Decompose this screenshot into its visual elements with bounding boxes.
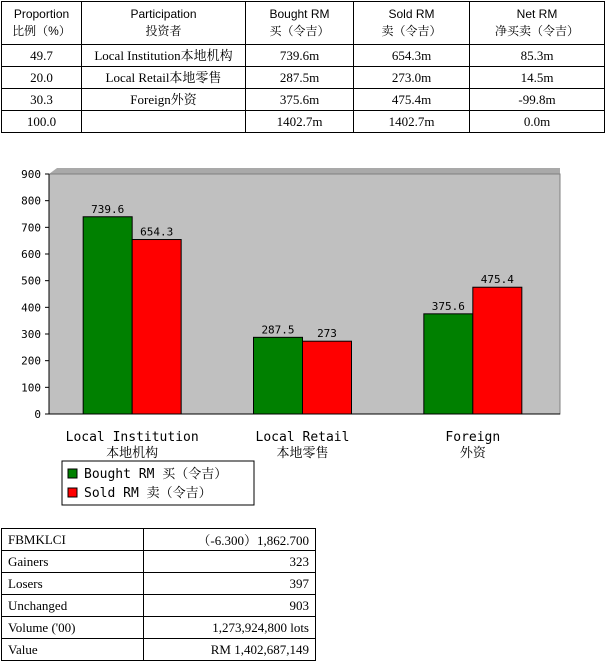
cell-bought: 1402.7m — [246, 111, 354, 133]
cell-participation: Local Institution本地机构 — [82, 45, 246, 67]
header-net: Net RM 净买卖（令吉） — [470, 2, 605, 45]
table-row — [2, 573, 316, 595]
x-tick-label: Foreign — [445, 430, 501, 445]
table-row-total — [2, 111, 605, 133]
row-label: Value — [2, 639, 144, 661]
y-tick-label: 700 — [21, 221, 41, 235]
cell-sold: 1402.7m — [354, 111, 470, 133]
y-axis — [21, 168, 49, 421]
x-tick-label-cn: 本地机构 — [106, 446, 159, 461]
y-tick-label: 200 — [21, 354, 41, 368]
table-row — [2, 529, 316, 551]
market-summary-table — [1, 528, 316, 661]
legend — [62, 461, 254, 505]
y-tick-label: 600 — [21, 248, 41, 261]
cell-bought: 375.6m — [246, 89, 354, 111]
header-participation: Participation 投资者 — [82, 2, 246, 45]
cell-net: 14.5m — [470, 67, 605, 89]
row-value: 323 — [144, 551, 316, 573]
bar-data-label: 273 — [317, 327, 337, 341]
bar — [83, 217, 132, 414]
cell-sold: 475.4m — [354, 89, 470, 111]
x-tick-label: Local Institution — [65, 430, 199, 445]
cell-participation: Foreign外资 — [82, 89, 246, 111]
legend-entry: Sold RM 卖（令吉） — [84, 486, 212, 501]
cell-net: 0.0m — [470, 111, 605, 133]
table-row — [2, 595, 316, 617]
bar — [473, 287, 522, 414]
y-tick-label: 900 — [21, 168, 41, 181]
row-value: 397 — [144, 573, 316, 595]
y-tick-label: 100 — [21, 381, 41, 395]
bar-data-label: 375.6 — [431, 299, 465, 313]
bar — [254, 337, 303, 414]
header-sold: Sold RM 卖（令吉） — [354, 2, 470, 45]
participation-header-row — [2, 2, 605, 45]
cell-sold: 273.0m — [354, 67, 470, 89]
table-row — [2, 617, 316, 639]
x-tick-label: Local Retail — [255, 430, 350, 445]
bar-data-label: 475.4 — [480, 273, 514, 287]
legend-entry: Bought RM 买（令吉） — [84, 467, 228, 482]
table-row — [2, 639, 316, 661]
cell-sold: 654.3m — [354, 45, 470, 67]
table-row — [2, 45, 605, 67]
bar-data-label: 654.3 — [140, 225, 174, 239]
y-tick-label: 400 — [21, 301, 41, 315]
participation-table — [1, 1, 605, 133]
cell-participation — [82, 111, 246, 133]
header-proportion: Proportion 比例（%） — [2, 2, 82, 45]
row-label: Losers — [2, 573, 144, 595]
x-axis — [66, 430, 501, 461]
cell-proportion: 100.0 — [2, 111, 82, 133]
row-label: FBMKLCI — [2, 529, 144, 551]
x-tick-label-cn: 外资 — [459, 446, 486, 461]
y-tick-label: 0 — [34, 408, 41, 421]
row-value: （-6.300）1,862.700 — [144, 529, 316, 551]
table-row — [2, 89, 605, 111]
cell-net: -99.8m — [470, 89, 605, 111]
cell-bought: 287.5m — [246, 67, 354, 89]
participation-bar-chart — [0, 160, 605, 510]
bar — [303, 341, 352, 414]
cell-proportion: 49.7 — [2, 45, 82, 67]
cell-bought: 739.6m — [246, 45, 354, 67]
cell-participation: Local Retail本地零售 — [82, 67, 246, 89]
cell-net: 85.3m — [470, 45, 605, 67]
table-row — [2, 67, 605, 89]
cell-proportion: 30.3 — [2, 89, 82, 111]
row-label: Volume ('00) — [2, 617, 144, 639]
header-bought: Bought RM 买（令吉） — [246, 2, 354, 45]
row-value: 903 — [144, 595, 316, 617]
bar — [424, 314, 473, 414]
bar-data-label: 739.6 — [91, 202, 125, 216]
legend-swatch — [68, 488, 77, 497]
bar-data-label: 287.5 — [261, 323, 295, 337]
bar — [132, 240, 181, 414]
row-value: 1,273,924,800 lots — [144, 617, 316, 639]
x-tick-label-cn: 本地零售 — [276, 446, 329, 461]
y-tick-label: 800 — [21, 194, 41, 208]
row-label: Gainers — [2, 551, 144, 573]
row-value: RM 1,402,687,149 — [144, 639, 316, 661]
legend-swatch — [68, 469, 77, 478]
table-row — [2, 551, 316, 573]
y-tick-label: 500 — [21, 274, 41, 288]
row-label: Unchanged — [2, 595, 144, 617]
cell-proportion: 20.0 — [2, 67, 82, 89]
y-tick-label: 300 — [21, 328, 41, 341]
